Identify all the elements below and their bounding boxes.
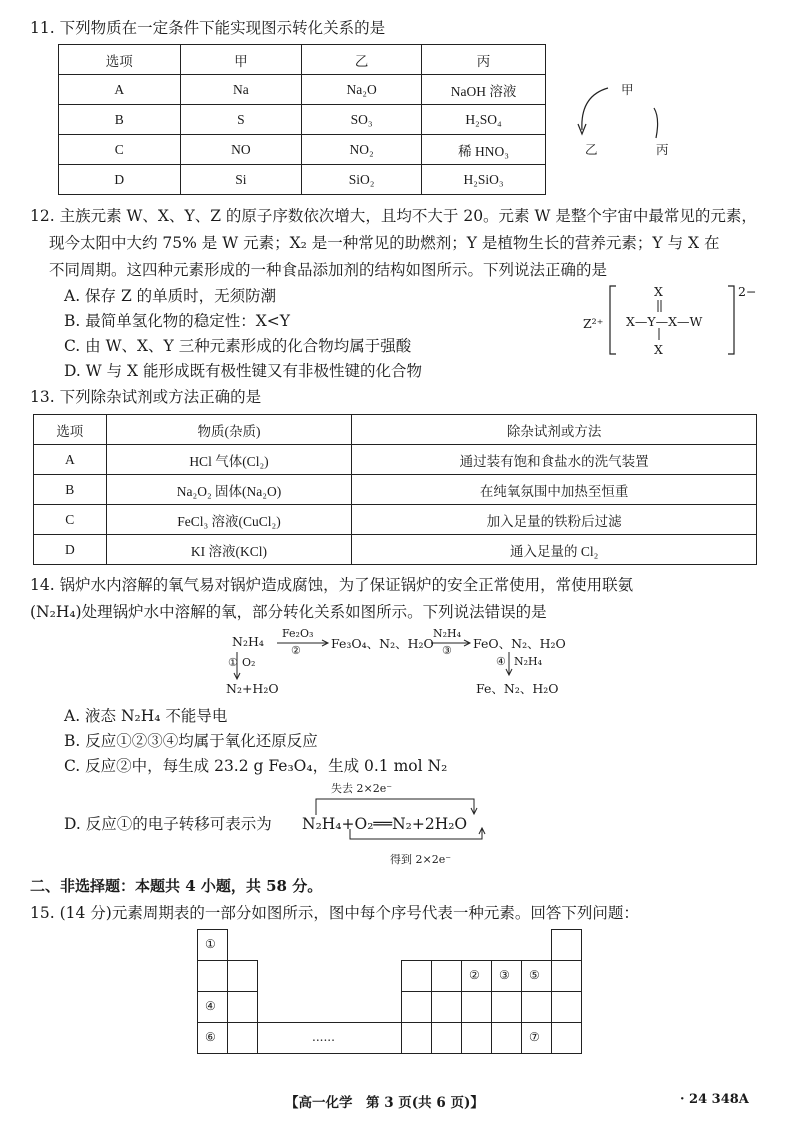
table-cell: A — [59, 75, 181, 105]
section2-heading: 二、非选择题：本题共 4 小题，共 58 分。 — [30, 877, 323, 895]
pt-cell — [401, 1022, 432, 1054]
q11-yi-label: 乙 — [585, 142, 598, 157]
table-cell: SO₃ — [302, 105, 422, 135]
pt-label-7: ⑦ — [529, 1030, 540, 1044]
table-cell: B — [59, 105, 181, 135]
arrow-jia-to-yi — [582, 88, 608, 130]
table-cell: FeCl₃ 溶液(CuCl₂) — [106, 505, 352, 535]
table-cell: 加入足量的铁粉后过滤 — [352, 505, 757, 535]
table-cell: D — [59, 165, 181, 195]
pt-cell — [197, 960, 228, 992]
pt-cell — [227, 1022, 258, 1054]
table-cell: SiO₂ — [302, 165, 422, 195]
q14-r4-reagent: N₂H₄ — [514, 655, 543, 668]
pt-label-2: ② — [469, 968, 480, 982]
pt-cell — [227, 960, 258, 992]
pt-cell — [551, 1022, 582, 1054]
footer-code: · 24 348A — [680, 1092, 749, 1107]
pt-label-6: ⑥ — [205, 1030, 216, 1044]
q14-option-c: C. 反应②中，每生成 23.2 g Fe₃O₄，生成 0.1 mol N₂ — [64, 757, 448, 775]
table-cell: NO — [180, 135, 302, 165]
pt-cell — [521, 991, 552, 1023]
table-cell: 通过装有饱和食盐水的洗气装置 — [352, 445, 757, 475]
q11-header: 选项 — [59, 45, 181, 75]
pt-cell — [491, 1022, 522, 1054]
table-cell: A — [34, 445, 107, 475]
table-row — [59, 75, 546, 105]
table-row — [34, 445, 757, 475]
q14-r2-reagent: Fe₂O₃ — [282, 627, 314, 640]
q14-option-a: A. 液态 N₂H₄ 不能导电 — [64, 707, 228, 725]
q12-line1: 12. 主族元素 W、X、Y、Z 的原子序数依次增大，且均不大于 20。元素 W 是整个宇宙中最常见的元素， — [30, 207, 757, 225]
pt-cell — [227, 991, 258, 1023]
table-row — [59, 135, 546, 165]
pt-cell — [491, 991, 522, 1023]
table-cell: NaOH 溶液 — [422, 75, 546, 105]
q12-top-atom: X — [654, 284, 663, 299]
table-row — [59, 165, 546, 195]
table-cell: D — [34, 535, 107, 565]
q14-r3-num: ③ — [442, 644, 452, 657]
table-cell: HCl 气体(Cl₂) — [106, 445, 352, 475]
table-cell: H₂SiO₃ — [422, 165, 546, 195]
q13-table — [33, 414, 757, 565]
q14-line2: (N₂H₄)处理锅炉水中溶解的氧，部分转化关系如图所示。下列说法错误的是 — [30, 603, 547, 621]
q11-stem: 11. 下列物质在一定条件下能实现图示转化关系的是 — [30, 19, 386, 37]
q11-table — [58, 44, 546, 195]
q11-header: 甲 — [180, 45, 302, 75]
q13-header: 除杂试剂或方法 — [352, 415, 757, 445]
q12-option-c: C. 由 W、X、Y 三种元素形成的化合物均属于强酸 — [64, 337, 412, 355]
table-cell: C — [59, 135, 181, 165]
q12-option-a: A. 保存 Z 的单质时，无须防潮 — [64, 287, 277, 305]
q14-r1-num: ① — [228, 656, 238, 669]
pt-label-4: ④ — [205, 999, 216, 1013]
footer-page-info: 【高一化学 第 3 页(共 6 页)】 — [285, 1095, 484, 1111]
pt-cell — [461, 991, 492, 1023]
q12-bottom-atom: X — [654, 342, 663, 357]
table-cell: B — [34, 475, 107, 505]
table-cell: 稀 HNO₃ — [422, 135, 546, 165]
pt-cell — [551, 960, 582, 992]
table-cell: S — [180, 105, 302, 135]
q13-stem: 13. 下列除杂试剂或方法正确的是 — [30, 388, 262, 406]
q14-r2-product: Fe₃O₄、N₂、H₂O — [331, 636, 434, 651]
table-cell: Na — [180, 75, 302, 105]
q14-lose-label: 失去 2×2e⁻ — [331, 782, 393, 795]
table-row — [34, 475, 757, 505]
pt-ellipsis: ...... — [312, 1030, 335, 1044]
q12-option-b: B. 最简单氢化物的稳定性：X<Y — [64, 312, 290, 330]
table-row — [34, 535, 757, 565]
table-row — [59, 105, 546, 135]
q14-line1: 14. 锅炉水内溶解的氧气易对锅炉造成腐蚀，为了保证锅炉的安全正常使用，常使用联氨 — [30, 576, 634, 594]
table-cell: KI 溶液(KCl) — [106, 535, 352, 565]
q14-r3-reagent: N₂H₄ — [433, 627, 462, 640]
q14-r4-num: ④ — [496, 655, 506, 668]
table-cell: Na₂O₂ 固体(Na₂O) — [106, 475, 352, 505]
pt-label-5: ⑤ — [529, 968, 540, 982]
q11-bing-label: 丙 — [656, 142, 669, 157]
pt-cell — [551, 929, 582, 961]
pt-cell — [431, 960, 462, 992]
table-cell: 通入足量的 Cl₂ — [352, 535, 757, 565]
pt-cell — [431, 1022, 462, 1054]
table-cell: Si — [180, 165, 302, 195]
q13-header: 物质(杂质) — [106, 415, 352, 445]
q15-stem: 15. (14 分)元素周期表的一部分如图所示，图中每个序号代表一种元素。回答下列问题： — [30, 904, 639, 922]
q14-option-d: D. 反应①的电子转移可表示为 — [64, 815, 272, 833]
pt-cell — [461, 1022, 492, 1054]
table-cell: C — [34, 505, 107, 535]
q14-d-equation: N₂H₄+O₂══N₂+2H₂O — [302, 815, 468, 833]
q12-line3: 不同周期。这四种元素形成的一种食品添加剂的结构如图所示。下列说法正确的是 — [49, 261, 608, 279]
pt-cell — [431, 991, 462, 1023]
table-row — [34, 505, 757, 535]
table-cell: Na₂O — [302, 75, 422, 105]
q12-option-d: D. W 与 X 能形成既有极性键又有非极性键的化合物 — [64, 362, 422, 380]
q11-jia-label: 甲 — [621, 82, 634, 97]
q12-line2: 现今太阳中大约 75% 是 W 元素；X₂ 是一种常见的助燃剂；Y 是植物生长的营养元素；Y 与 X 在 — [49, 234, 720, 252]
q11-header: 丙 — [422, 45, 546, 75]
table-cell: H₂SO₄ — [422, 105, 546, 135]
q14-r4-product: Fe、N₂、H₂O — [476, 681, 559, 696]
pt-cell — [401, 960, 432, 992]
table-cell: 在纯氧氛围中加热至恒重 — [352, 475, 757, 505]
pt-label-1: ① — [205, 937, 216, 951]
pt-label-3: ③ — [499, 968, 510, 982]
q12-charge: 2− — [738, 284, 757, 299]
q14-gain-label: 得到 2×2e⁻ — [390, 853, 452, 866]
q14-start: N₂H₄ — [232, 634, 264, 649]
table-cell: NO₂ — [302, 135, 422, 165]
q14-r3-product: FeO、N₂、H₂O — [473, 636, 566, 651]
q12-chain: X—Y—X—W — [626, 314, 703, 329]
q14-option-b: B. 反应①②③④均属于氧化还原反应 — [64, 732, 318, 750]
q13-header: 选项 — [34, 415, 107, 445]
q14-r1-product: N₂+H₂O — [226, 681, 279, 696]
pt-cell — [551, 991, 582, 1023]
q11-header: 乙 — [302, 45, 422, 75]
q14-r1-reagent: O₂ — [242, 656, 256, 669]
pt-cell — [401, 991, 432, 1023]
arrow-bing-to-jia — [654, 108, 658, 138]
q14-r2-num: ② — [291, 644, 301, 657]
q12-cation: Z²⁺ — [583, 316, 604, 331]
